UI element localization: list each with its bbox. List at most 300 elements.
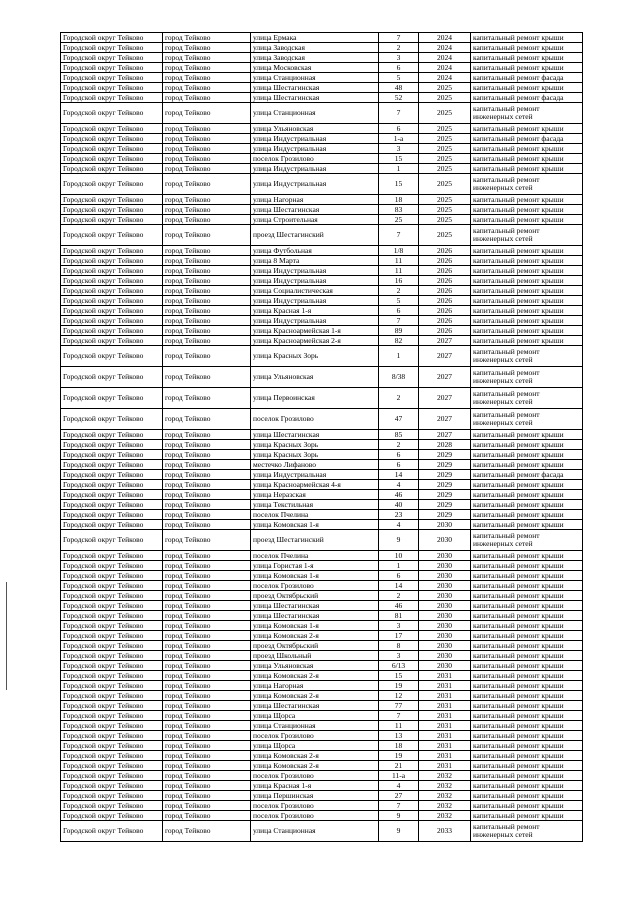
work-type-cell: капитальный ремонт крыши — [471, 326, 583, 336]
house-number-cell: 11 — [379, 721, 419, 731]
street-cell: улица Красных Зорь — [251, 346, 379, 367]
district-cell: Городской округ Тейково — [61, 641, 163, 651]
house-number-cell: 14 — [379, 581, 419, 591]
district-cell: Городской округ Тейково — [61, 43, 163, 53]
house-number-cell: 16 — [379, 276, 419, 286]
street-cell: проезд Шестагинский — [251, 225, 379, 246]
year-cell: 2030 — [419, 591, 471, 601]
district-cell: Городской округ Тейково — [61, 801, 163, 811]
year-cell: 2024 — [419, 63, 471, 73]
work-type-cell: капитальный ремонт крыши — [471, 571, 583, 581]
city-cell: город Тейково — [163, 430, 251, 440]
table-row — [61, 821, 583, 842]
work-type-cell: капитальный ремонт крыши — [471, 480, 583, 490]
street-cell: улица Социалистическая — [251, 286, 379, 296]
work-type-cell: капитальный ремонт крыши — [471, 520, 583, 530]
street-cell: улица Комовская 2-я — [251, 671, 379, 681]
city-cell: город Тейково — [163, 154, 251, 164]
house-number-cell: 40 — [379, 500, 419, 510]
district-cell: Городской округ Тейково — [61, 561, 163, 571]
district-cell: Городской округ Тейково — [61, 286, 163, 296]
city-cell: город Тейково — [163, 93, 251, 103]
work-type-cell: капитальный ремонт фасада — [471, 470, 583, 480]
work-type-cell: капитальный ремонт крыши — [471, 266, 583, 276]
table-row — [61, 53, 583, 63]
table-row — [61, 751, 583, 761]
year-cell: 2025 — [419, 144, 471, 154]
district-cell: Городской округ Тейково — [61, 124, 163, 134]
year-cell: 2026 — [419, 276, 471, 286]
district-cell: Городской округ Тейково — [61, 103, 163, 124]
work-type-cell: капитальный ремонт крыши — [471, 591, 583, 601]
house-number-cell: 10 — [379, 551, 419, 561]
house-number-cell: 7 — [379, 316, 419, 326]
city-cell: город Тейково — [163, 256, 251, 266]
house-number-cell: 3 — [379, 53, 419, 63]
table-row — [61, 631, 583, 641]
street-cell: улица Московская — [251, 63, 379, 73]
district-cell: Городской округ Тейково — [61, 551, 163, 561]
table-row — [61, 651, 583, 661]
work-type-cell: капитальный ремонт крыши — [471, 154, 583, 164]
year-cell: 2025 — [419, 103, 471, 124]
year-cell: 2029 — [419, 500, 471, 510]
city-cell: город Тейково — [163, 43, 251, 53]
year-cell: 2026 — [419, 266, 471, 276]
street-cell: улица Першинская — [251, 791, 379, 801]
city-cell: город Тейково — [163, 33, 251, 43]
table-row — [61, 154, 583, 164]
year-cell: 2025 — [419, 164, 471, 174]
house-number-cell: 19 — [379, 681, 419, 691]
year-cell: 2031 — [419, 751, 471, 761]
district-cell: Городской округ Тейково — [61, 246, 163, 256]
table-row — [61, 691, 583, 701]
district-cell: Городской округ Тейково — [61, 346, 163, 367]
house-number-cell: 21 — [379, 761, 419, 771]
work-type-cell: капитальный ремонт крыши — [471, 124, 583, 134]
district-cell: Городской округ Тейково — [61, 134, 163, 144]
city-cell: город Тейково — [163, 276, 251, 286]
city-cell: город Тейково — [163, 73, 251, 83]
year-cell: 2025 — [419, 93, 471, 103]
work-type-cell: капитальный ремонт крыши — [471, 661, 583, 671]
table-row — [61, 430, 583, 440]
work-type-cell: капитальный ремонт крыши — [471, 296, 583, 306]
year-cell: 2029 — [419, 460, 471, 470]
street-cell: проезд Шестагинский — [251, 530, 379, 551]
house-number-cell: 6 — [379, 63, 419, 73]
district-cell: Городской округ Тейково — [61, 266, 163, 276]
work-type-cell: капитальный ремонт крыши — [471, 215, 583, 225]
house-number-cell: 2 — [379, 43, 419, 53]
year-cell: 2024 — [419, 73, 471, 83]
district-cell: Городской округ Тейково — [61, 480, 163, 490]
district-cell: Городской округ Тейково — [61, 326, 163, 336]
work-type-cell: капитальный ремонт крыши — [471, 144, 583, 154]
work-type-cell: капитальный ремонт крыши — [471, 460, 583, 470]
city-cell: город Тейково — [163, 781, 251, 791]
work-type-cell: капитальный ремонт крыши — [471, 611, 583, 621]
district-cell: Городской округ Тейково — [61, 93, 163, 103]
table-row — [61, 73, 583, 83]
year-cell: 2025 — [419, 154, 471, 164]
table-row — [61, 811, 583, 821]
city-cell: город Тейково — [163, 225, 251, 246]
district-cell: Городской округ Тейково — [61, 520, 163, 530]
street-cell: улица Шестагинская — [251, 430, 379, 440]
street-cell: улица Красных Зорь — [251, 450, 379, 460]
district-cell: Городской округ Тейково — [61, 771, 163, 781]
work-type-cell: капитальный ремонт крыши — [471, 721, 583, 731]
house-number-cell: 4 — [379, 480, 419, 490]
street-cell: улица Футбольная — [251, 246, 379, 256]
district-cell: Городской округ Тейково — [61, 225, 163, 246]
margin-binding-line — [6, 582, 7, 690]
table-row — [61, 33, 583, 43]
table-row — [61, 195, 583, 205]
district-cell: Городской округ Тейково — [61, 276, 163, 286]
street-cell: улица Красноармейская 1-я — [251, 326, 379, 336]
table-row — [61, 388, 583, 409]
table-row — [61, 571, 583, 581]
city-cell: город Тейково — [163, 450, 251, 460]
year-cell: 2031 — [419, 671, 471, 681]
street-cell: улица Станционная — [251, 721, 379, 731]
house-number-cell: 11 — [379, 266, 419, 276]
district-cell: Городской округ Тейково — [61, 296, 163, 306]
district-cell: Городской округ Тейково — [61, 195, 163, 205]
district-cell: Городской округ Тейково — [61, 661, 163, 671]
house-number-cell: 77 — [379, 701, 419, 711]
street-cell: улица Индустриальная — [251, 470, 379, 480]
work-type-cell: капитальный ремонт фасада — [471, 134, 583, 144]
house-number-cell: 5 — [379, 296, 419, 306]
house-number-cell: 6 — [379, 460, 419, 470]
house-number-cell: 27 — [379, 791, 419, 801]
year-cell: 2026 — [419, 296, 471, 306]
year-cell: 2029 — [419, 470, 471, 480]
house-number-cell: 6 — [379, 571, 419, 581]
city-cell: город Тейково — [163, 346, 251, 367]
work-type-cell: капитальный ремонт крыши — [471, 631, 583, 641]
table-row — [61, 591, 583, 601]
street-cell: улица Индустриальная — [251, 144, 379, 154]
city-cell: город Тейково — [163, 266, 251, 276]
district-cell: Городской округ Тейково — [61, 821, 163, 842]
table-row — [61, 83, 583, 93]
street-cell: поселок Грозилово — [251, 409, 379, 430]
street-cell: улица Красная 1-я — [251, 781, 379, 791]
street-cell: улица Красных Зорь — [251, 440, 379, 450]
district-cell: Городской округ Тейково — [61, 691, 163, 701]
district-cell: Городской округ Тейково — [61, 611, 163, 621]
city-cell: город Тейково — [163, 63, 251, 73]
city-cell: город Тейково — [163, 306, 251, 316]
street-cell: поселок Грозилово — [251, 811, 379, 821]
table-row — [61, 470, 583, 480]
street-cell: улица Индустриальная — [251, 174, 379, 195]
table-row — [61, 103, 583, 124]
district-cell: Городской округ Тейково — [61, 781, 163, 791]
work-type-cell: капитальный ремонт крыши — [471, 286, 583, 296]
house-number-cell: 4 — [379, 520, 419, 530]
work-type-cell: капитальный ремонт инженерных сетей — [471, 346, 583, 367]
district-cell: Городской округ Тейково — [61, 53, 163, 63]
work-type-cell: капитальный ремонт крыши — [471, 581, 583, 591]
city-cell: город Тейково — [163, 83, 251, 93]
district-cell: Городской округ Тейково — [61, 751, 163, 761]
year-cell: 2027 — [419, 430, 471, 440]
street-cell: улица Ульяновская — [251, 367, 379, 388]
year-cell: 2025 — [419, 83, 471, 93]
table-row — [61, 205, 583, 215]
city-cell: город Тейково — [163, 791, 251, 801]
work-type-cell: капитальный ремонт инженерных сетей — [471, 174, 583, 195]
house-number-cell: 52 — [379, 93, 419, 103]
work-type-cell: капитальный ремонт крыши — [471, 801, 583, 811]
street-cell: улица Заводская — [251, 43, 379, 53]
table-row — [61, 326, 583, 336]
work-type-cell: капитальный ремонт крыши — [471, 53, 583, 63]
city-cell: город Тейково — [163, 821, 251, 842]
table-row — [61, 781, 583, 791]
work-type-cell: капитальный ремонт крыши — [471, 164, 583, 174]
table-row — [61, 601, 583, 611]
district-cell: Городской округ Тейково — [61, 791, 163, 801]
city-cell: город Тейково — [163, 205, 251, 215]
district-cell: Городской округ Тейково — [61, 430, 163, 440]
year-cell: 2025 — [419, 124, 471, 134]
year-cell: 2030 — [419, 651, 471, 661]
city-cell: город Тейково — [163, 661, 251, 671]
work-type-cell: капитальный ремонт крыши — [471, 63, 583, 73]
city-cell: город Тейково — [163, 440, 251, 450]
district-cell: Городской округ Тейково — [61, 631, 163, 641]
table-row — [61, 581, 583, 591]
district-cell: Городской округ Тейково — [61, 144, 163, 154]
district-cell: Городской округ Тейково — [61, 621, 163, 631]
city-cell: город Тейково — [163, 721, 251, 731]
work-type-cell: капитальный ремонт крыши — [471, 651, 583, 661]
city-cell: город Тейково — [163, 246, 251, 256]
city-cell: город Тейково — [163, 741, 251, 751]
city-cell: город Тейково — [163, 651, 251, 661]
year-cell: 2030 — [419, 601, 471, 611]
district-cell: Городской округ Тейково — [61, 591, 163, 601]
year-cell: 2024 — [419, 53, 471, 63]
work-type-cell: капитальный ремонт инженерных сетей — [471, 225, 583, 246]
table-row — [61, 510, 583, 520]
street-cell: улица Комовская 1-я — [251, 621, 379, 631]
table-row — [61, 316, 583, 326]
city-cell: город Тейково — [163, 771, 251, 781]
district-cell: Городской округ Тейково — [61, 490, 163, 500]
table-row — [61, 215, 583, 225]
year-cell: 2029 — [419, 510, 471, 520]
city-cell: город Тейково — [163, 296, 251, 306]
city-cell: город Тейково — [163, 316, 251, 326]
district-cell: Городской округ Тейково — [61, 701, 163, 711]
work-type-cell: капитальный ремонт инженерных сетей — [471, 530, 583, 551]
house-number-cell: 25 — [379, 215, 419, 225]
house-number-cell: 2 — [379, 591, 419, 601]
work-type-cell: капитальный ремонт крыши — [471, 510, 583, 520]
year-cell: 2025 — [419, 174, 471, 195]
table-row — [61, 367, 583, 388]
table-row — [61, 286, 583, 296]
work-type-cell: капитальный ремонт крыши — [471, 621, 583, 631]
work-type-cell: капитальный ремонт инженерных сетей — [471, 103, 583, 124]
street-cell: улица Красноармейская 2-я — [251, 336, 379, 346]
year-cell: 2032 — [419, 771, 471, 781]
work-type-cell: капитальный ремонт крыши — [471, 811, 583, 821]
street-cell: улица Гористая 1-я — [251, 561, 379, 571]
house-number-cell: 12 — [379, 691, 419, 701]
year-cell: 2031 — [419, 711, 471, 721]
street-cell: улица Комовская 2-я — [251, 751, 379, 761]
street-cell: улица Шестагинская — [251, 83, 379, 93]
house-number-cell: 15 — [379, 174, 419, 195]
house-number-cell: 15 — [379, 154, 419, 164]
district-cell: Городской округ Тейково — [61, 510, 163, 520]
work-type-cell: капитальный ремонт крыши — [471, 246, 583, 256]
house-number-cell: 46 — [379, 601, 419, 611]
street-cell: улица Шестагинская — [251, 205, 379, 215]
work-type-cell: капитальный ремонт инженерных сетей — [471, 409, 583, 430]
year-cell: 2032 — [419, 781, 471, 791]
year-cell: 2025 — [419, 205, 471, 215]
year-cell: 2025 — [419, 215, 471, 225]
street-cell: улица Ульяновская — [251, 124, 379, 134]
city-cell: город Тейково — [163, 681, 251, 691]
table-row — [61, 336, 583, 346]
district-cell: Городской округ Тейково — [61, 83, 163, 93]
district-cell: Городской округ Тейково — [61, 741, 163, 751]
street-cell: улица Заводская — [251, 53, 379, 63]
work-type-cell: капитальный ремонт крыши — [471, 33, 583, 43]
district-cell: Городской округ Тейково — [61, 33, 163, 43]
table-row — [61, 701, 583, 711]
table-row — [61, 561, 583, 571]
work-type-cell: капитальный ремонт крыши — [471, 761, 583, 771]
district-cell: Городской округ Тейково — [61, 388, 163, 409]
year-cell: 2028 — [419, 440, 471, 450]
work-type-cell: капитальный ремонт крыши — [471, 641, 583, 651]
city-cell: город Тейково — [163, 591, 251, 601]
city-cell: город Тейково — [163, 367, 251, 388]
work-type-cell: капитальный ремонт крыши — [471, 711, 583, 721]
street-cell: улица Комовская 1-я — [251, 520, 379, 530]
table-row — [61, 296, 583, 306]
house-number-cell: 2 — [379, 286, 419, 296]
district-cell: Городской округ Тейково — [61, 651, 163, 661]
street-cell: улица Нагорная — [251, 681, 379, 691]
house-number-cell: 6 — [379, 124, 419, 134]
district-cell: Городской округ Тейково — [61, 761, 163, 771]
house-number-cell: 8 — [379, 641, 419, 651]
city-cell: город Тейково — [163, 510, 251, 520]
house-number-cell: 7 — [379, 711, 419, 721]
house-number-cell: 46 — [379, 490, 419, 500]
work-type-cell: капитальный ремонт крыши — [471, 490, 583, 500]
city-cell: город Тейково — [163, 409, 251, 430]
district-cell: Городской округ Тейково — [61, 256, 163, 266]
street-cell: улица Станционная — [251, 103, 379, 124]
house-number-cell: 1-а — [379, 134, 419, 144]
year-cell: 2031 — [419, 681, 471, 691]
city-cell: город Тейково — [163, 326, 251, 336]
city-cell: город Тейково — [163, 561, 251, 571]
street-cell: поселок Пчелина — [251, 551, 379, 561]
table-row — [61, 276, 583, 286]
table-row — [61, 681, 583, 691]
work-type-cell: капитальный ремонт фасада — [471, 93, 583, 103]
district-cell: Городской округ Тейково — [61, 721, 163, 731]
house-number-cell: 48 — [379, 83, 419, 93]
city-cell: город Тейково — [163, 751, 251, 761]
table-row — [61, 174, 583, 195]
city-cell: город Тейково — [163, 286, 251, 296]
year-cell: 2027 — [419, 388, 471, 409]
district-cell: Городской округ Тейково — [61, 601, 163, 611]
street-cell: улица Ульяновская — [251, 661, 379, 671]
work-type-cell: капитальный ремонт инженерных сетей — [471, 388, 583, 409]
table-row — [61, 731, 583, 741]
year-cell: 2031 — [419, 701, 471, 711]
year-cell: 2027 — [419, 409, 471, 430]
table-row — [61, 671, 583, 681]
year-cell: 2026 — [419, 246, 471, 256]
repair-schedule-table — [60, 32, 583, 842]
year-cell: 2025 — [419, 225, 471, 246]
year-cell: 2030 — [419, 611, 471, 621]
city-cell: город Тейково — [163, 611, 251, 621]
year-cell: 2029 — [419, 450, 471, 460]
table-row — [61, 801, 583, 811]
table-row — [61, 266, 583, 276]
house-number-cell: 7 — [379, 801, 419, 811]
city-cell: город Тейково — [163, 701, 251, 711]
city-cell: город Тейково — [163, 581, 251, 591]
work-type-cell: капитальный ремонт инженерных сетей — [471, 367, 583, 388]
table-row — [61, 93, 583, 103]
table-row — [61, 306, 583, 316]
city-cell: город Тейково — [163, 490, 251, 500]
city-cell: город Тейково — [163, 801, 251, 811]
house-number-cell: 2 — [379, 440, 419, 450]
table-row — [61, 409, 583, 430]
year-cell: 2027 — [419, 367, 471, 388]
year-cell: 2026 — [419, 316, 471, 326]
street-cell: улица Станционная — [251, 73, 379, 83]
house-number-cell: 89 — [379, 326, 419, 336]
table-row — [61, 791, 583, 801]
table-row — [61, 661, 583, 671]
house-number-cell: 15 — [379, 671, 419, 681]
house-number-cell: 18 — [379, 741, 419, 751]
district-cell: Городской округ Тейково — [61, 409, 163, 430]
city-cell: город Тейково — [163, 731, 251, 741]
street-cell: улица Нагорная — [251, 195, 379, 205]
house-number-cell: 23 — [379, 510, 419, 520]
work-type-cell: капитальный ремонт крыши — [471, 791, 583, 801]
house-number-cell: 7 — [379, 225, 419, 246]
city-cell: город Тейково — [163, 530, 251, 551]
district-cell: Городской округ Тейково — [61, 63, 163, 73]
district-cell: Городской округ Тейково — [61, 500, 163, 510]
year-cell: 2032 — [419, 811, 471, 821]
